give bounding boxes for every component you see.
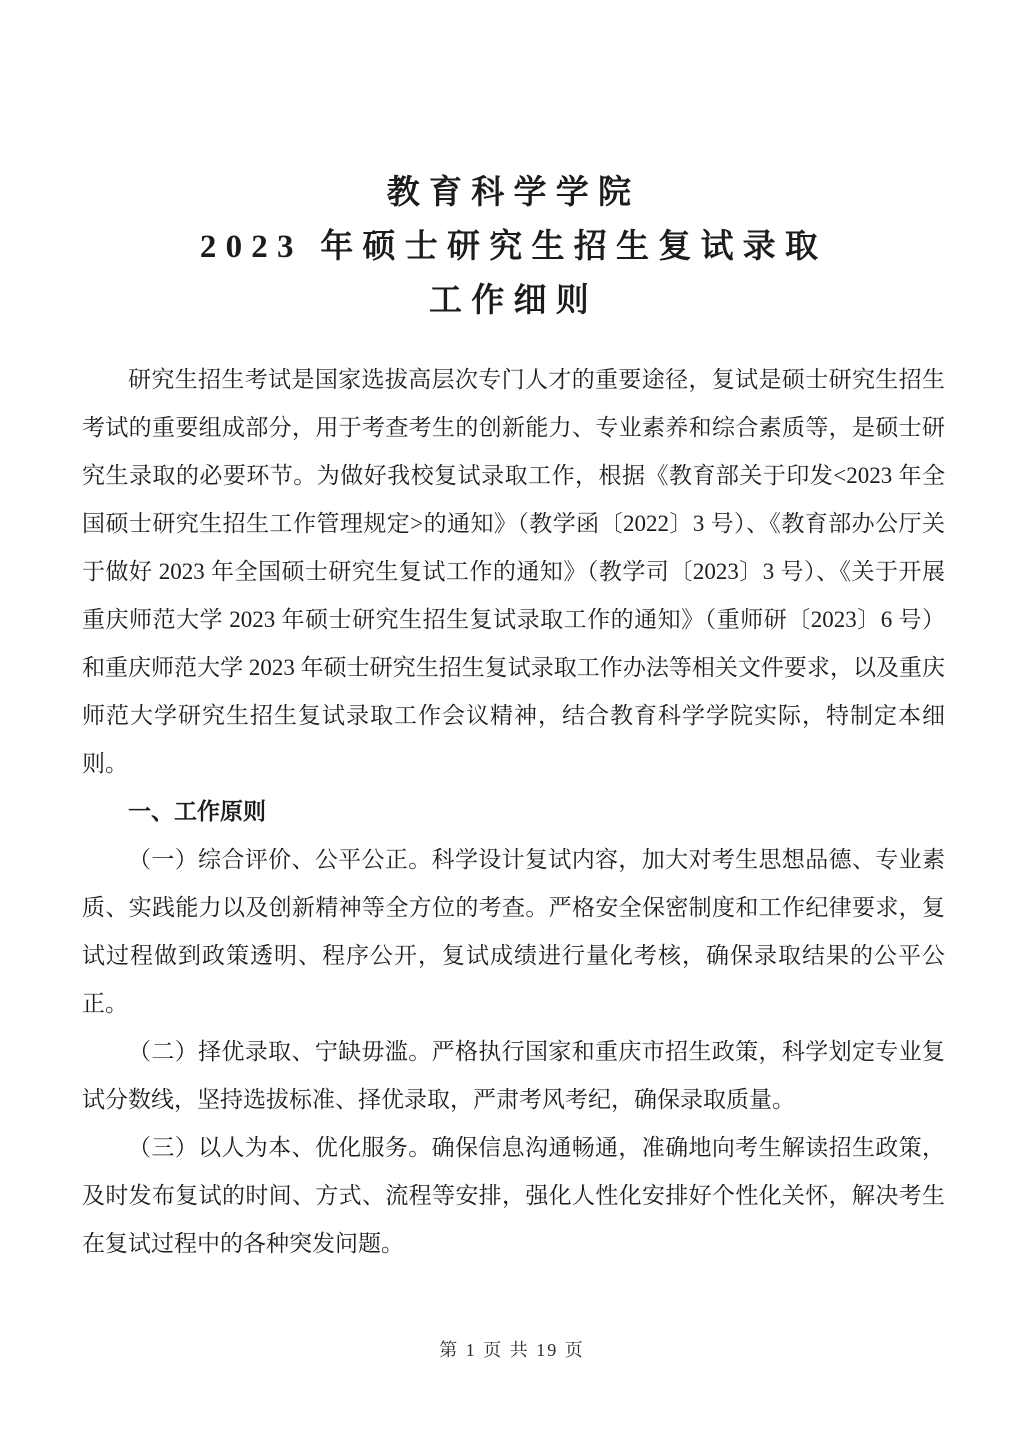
paragraph-principle-1: （一）综合评价、公平公正。科学设计复试内容，加大对考生思想品德、专业素质、实践能力以及创新精神等全方位的考查。严格安全保密制度和工作纪律要求，复试过程做到政策透明、程序公开，复试成绩进行量化考核，确保录取结果的公平公正。 <box>82 847 945 1016</box>
document-body <box>82 356 945 1268</box>
paragraph-principle-2: （二）择优录取、宁缺毋滥。严格执行国家和重庆市招生政策，科学划定专业复试分数线，坚持选拔标准、择优录取，严肃考风考纪，确保录取质量。 <box>82 1039 945 1112</box>
title-line-rules: 工作细则 <box>429 283 598 319</box>
title-line-subject: 2023 年硕士研究生招生复试录取 <box>199 229 828 265</box>
paragraph-principle-3: （三）以人为本、优化服务。确保信息沟通畅通，准确地向考生解读招生政策，及时发布复试的时间、方式、流程等安排，强化人性化安排好个性化关怀，解决考生在复试过程中的各种突发问题。 <box>82 1135 945 1256</box>
intro-paragraph: 研究生招生考试是国家选拔高层次专门人才的重要途径，复试是硕士研究生招生考试的重要组成部分，用于考查考生的创新能力、专业素养和综合素质等，是硕士研究生录取的必要环节。为做好我校复试录取工作，根据《教育部关于印发<2023 年全国硕士研究生招生工作管理规定>的通知》（教学函〔2022〕3 号）、《教育部办公厅关于做好 2023 年全国硕士研究生复试工作的通知》（教学司〔2023〕3 号）、《关于开展重庆师范大学 2023 年硕士研究生招生复试录取工作的通知》（重师研〔2023〕6 号）和重庆师范大学 2023 年硕士研究生招生复试录取工作办法等相关文件要求，以及重庆师范大学研究生招生复试录取工作会议精神，结合教育科学学院实际，特制定本细则。 <box>82 367 945 776</box>
section-heading-work-principles: 一、工作原则 <box>128 799 266 824</box>
document-title <box>82 166 945 328</box>
title-line-college: 教育科学学院 <box>386 175 641 211</box>
page-number-footer: 第 1 页 共 19 页 <box>439 1340 585 1360</box>
